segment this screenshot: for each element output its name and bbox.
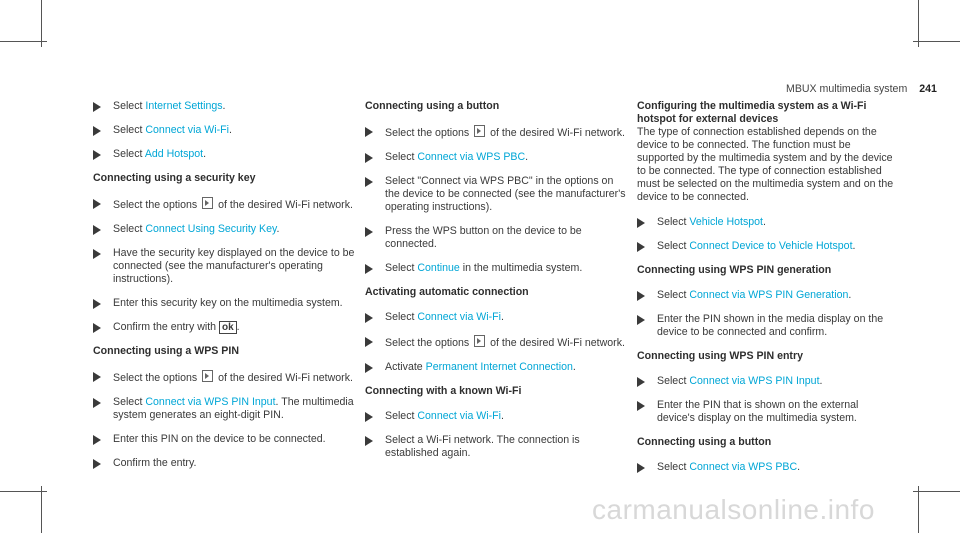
section-heading: Connecting using WPS PIN entry <box>637 350 803 362</box>
step-arrow-icon <box>365 153 373 163</box>
step-arrow-icon <box>637 291 645 301</box>
step-arrow-icon <box>365 412 373 422</box>
menu-item-link[interactable]: Internet Settings <box>145 100 223 112</box>
instruction-step <box>93 433 355 446</box>
section-heading: Configuring the multimedia system as a Wi-Fi hotspot for external devices <box>637 100 867 125</box>
step-arrow-icon <box>365 177 373 187</box>
menu-item-link[interactable]: Permanent Internet Connection <box>425 361 573 373</box>
step-text: . <box>572 361 576 373</box>
instruction-step <box>365 335 627 350</box>
step-arrow-icon <box>93 249 101 259</box>
step-text: of the desired Wi-Fi network. <box>215 372 353 384</box>
step-text: . <box>852 240 856 252</box>
step-text: . <box>236 321 240 333</box>
step-text: Enter the PIN that is shown on the external device's display on the multimedia system. <box>657 399 859 424</box>
step-text: Select <box>657 461 690 473</box>
instruction-step <box>637 216 899 229</box>
step-arrow-icon <box>93 323 101 333</box>
step-arrow-icon <box>637 242 645 252</box>
options-arrow-icon <box>202 197 213 209</box>
instruction-step <box>93 321 355 334</box>
step-arrow-icon <box>365 337 373 347</box>
step-arrow-icon <box>365 227 373 237</box>
section-heading: Activating automatic connection <box>365 286 529 298</box>
step-arrow-icon <box>93 398 101 408</box>
instruction-step <box>365 125 627 140</box>
page-number: 241 <box>919 83 937 95</box>
step-arrow-icon <box>93 199 101 209</box>
menu-item-link[interactable]: Connect Device to Vehicle Hotspot <box>689 240 853 252</box>
page-header <box>786 83 937 95</box>
step-text: . <box>500 311 504 323</box>
step-text: Select <box>657 240 690 252</box>
step-text: Select <box>113 223 146 235</box>
step-text: Select the options <box>385 127 473 139</box>
instruction-step <box>365 361 627 374</box>
menu-item-link[interactable]: Connect Using Security Key <box>145 223 277 235</box>
instruction-step <box>93 124 355 137</box>
step-arrow-icon <box>93 372 101 382</box>
step-text: . <box>848 289 852 301</box>
step-arrow-icon <box>365 313 373 323</box>
step-text: . <box>763 216 766 228</box>
step-text: Confirm the entry with <box>113 321 219 333</box>
crop-mark <box>0 491 47 492</box>
ok-key-icon: ok <box>219 321 237 334</box>
instruction-step <box>637 240 899 253</box>
menu-item-link[interactable]: Connect via WPS PIN Input <box>689 375 820 387</box>
menu-item-link[interactable]: Connect via WPS PBC <box>417 151 526 163</box>
header-title: MBUX multimedia system <box>786 83 908 95</box>
step-arrow-icon <box>637 315 645 325</box>
instruction-step <box>637 461 899 474</box>
menu-item-link[interactable]: Connect via Wi-Fi <box>145 124 229 136</box>
instruction-step <box>93 457 355 470</box>
instruction-step <box>93 297 355 310</box>
step-text: . <box>525 151 529 163</box>
step-text: . <box>222 100 226 112</box>
column-3 <box>637 100 899 485</box>
step-text: . <box>203 148 207 160</box>
instruction-step <box>365 175 627 214</box>
step-arrow-icon <box>93 150 101 160</box>
step-arrow-icon <box>93 299 101 309</box>
step-text: Activate <box>385 361 426 373</box>
step-arrow-icon <box>93 102 101 112</box>
step-arrow-icon <box>637 377 645 387</box>
instruction-step <box>93 223 355 236</box>
instruction-step <box>93 100 355 113</box>
step-arrow-icon <box>637 401 645 411</box>
instruction-step <box>365 151 627 164</box>
crop-mark <box>913 41 960 42</box>
section-heading: Connecting using a button <box>365 100 500 112</box>
step-arrow-icon <box>365 436 373 446</box>
step-text: Select <box>657 216 690 228</box>
step-text: Select <box>113 396 146 408</box>
crop-mark <box>913 491 960 492</box>
step-text: Enter this security key on the multimedia system. <box>113 297 343 309</box>
step-text: . <box>819 375 823 387</box>
menu-item-link[interactable]: Connect via Wi-Fi <box>417 410 501 422</box>
body-paragraph: The type of connection established depends on the device to be connected. The function must be supported by the multimedia system and by the device to be connected. The type of connection established must be selected on the multimedia system and on the device to be connected. <box>637 126 894 203</box>
step-text: . The multimedia system generates an eight-digit PIN. <box>113 396 354 421</box>
menu-item-link[interactable]: Connect via Wi-Fi <box>417 311 501 323</box>
step-text: Select the options <box>385 337 473 349</box>
step-text: Select <box>385 262 418 274</box>
step-arrow-icon <box>365 363 373 373</box>
crop-mark <box>918 486 919 533</box>
instruction-step <box>93 396 355 422</box>
step-text: Enter this PIN on the device to be connected. <box>113 433 326 445</box>
menu-item-link[interactable]: Connect via WPS PIN Generation <box>689 289 849 301</box>
crop-mark <box>41 0 42 47</box>
section-heading: Connecting using a button <box>637 436 772 448</box>
step-arrow-icon <box>93 435 101 445</box>
instruction-step <box>637 375 899 388</box>
step-arrow-icon <box>365 264 373 274</box>
instruction-step <box>93 148 355 161</box>
instruction-step <box>93 197 355 212</box>
column-2 <box>365 100 627 471</box>
instruction-step <box>637 289 899 302</box>
step-text: Select a Wi-Fi network. The connection is established again. <box>385 434 580 459</box>
menu-item-link[interactable]: Add Hotspot <box>144 148 204 160</box>
step-text: Confirm the entry. <box>113 457 197 469</box>
watermark: carmanualsonline.info <box>592 494 875 525</box>
instruction-step <box>365 225 627 251</box>
step-text: Select <box>385 311 418 323</box>
crop-mark <box>41 486 42 533</box>
step-text: Select <box>657 289 690 301</box>
step-text: Select "Connect via WPS PBC" in the options on the device to be connected (see the manufacturer's operating instructions). <box>385 175 626 213</box>
step-text: in the multimedia system. <box>459 262 583 274</box>
step-text: Select <box>113 100 146 112</box>
step-text: of the desired Wi-Fi network. <box>487 127 625 139</box>
step-arrow-icon <box>365 127 373 137</box>
step-text: of the desired Wi-Fi network. <box>215 199 353 211</box>
instruction-step <box>365 311 627 324</box>
options-arrow-icon <box>474 125 485 137</box>
step-text: . <box>797 461 801 473</box>
menu-item-link[interactable]: Vehicle Hotspot <box>689 216 764 228</box>
instruction-step <box>93 247 355 286</box>
instruction-step <box>365 262 627 275</box>
step-arrow-icon <box>637 463 645 473</box>
step-arrow-icon <box>93 126 101 136</box>
step-text: . <box>276 223 280 235</box>
instruction-step <box>637 399 899 425</box>
step-text: Select <box>385 151 418 163</box>
step-arrow-icon <box>93 225 101 235</box>
section-heading: Connecting with a known Wi-Fi <box>365 385 522 397</box>
step-text: Select the options <box>113 199 201 211</box>
step-arrow-icon <box>637 218 645 228</box>
section-heading: Connecting using a security key <box>93 172 256 184</box>
step-arrow-icon <box>93 459 101 469</box>
step-text: Press the WPS button on the device to be connected. <box>385 225 582 250</box>
menu-item-link[interactable]: Connect via WPS PIN Input <box>145 396 276 408</box>
menu-item-link[interactable]: Connect via WPS PBC <box>689 461 798 473</box>
step-text: Select the options <box>113 372 201 384</box>
step-text: Have the security key displayed on the device to be connected (see the manufacturer's operating instructions). <box>113 247 355 285</box>
menu-item-link[interactable]: Continue <box>417 262 460 274</box>
step-text: . <box>500 410 504 422</box>
instruction-step <box>365 410 627 423</box>
instruction-step <box>365 434 627 460</box>
step-text: Enter the PIN shown in the media display on the device to be connected and confirm. <box>657 313 884 338</box>
section-heading: Connecting using a WPS PIN <box>93 345 239 357</box>
instruction-step <box>93 370 355 385</box>
step-text: Select <box>385 410 418 422</box>
step-text: Select <box>113 124 146 136</box>
section-heading: Connecting using WPS PIN generation <box>637 264 832 276</box>
step-text: . <box>228 124 232 136</box>
step-text: of the desired Wi-Fi network. <box>487 337 625 349</box>
options-arrow-icon <box>202 370 213 382</box>
crop-mark <box>0 41 47 42</box>
crop-mark <box>918 0 919 47</box>
step-text: Select <box>113 148 145 160</box>
instruction-step <box>637 313 899 339</box>
step-text: Select <box>657 375 690 387</box>
column-1 <box>93 100 355 481</box>
options-arrow-icon <box>474 335 485 347</box>
